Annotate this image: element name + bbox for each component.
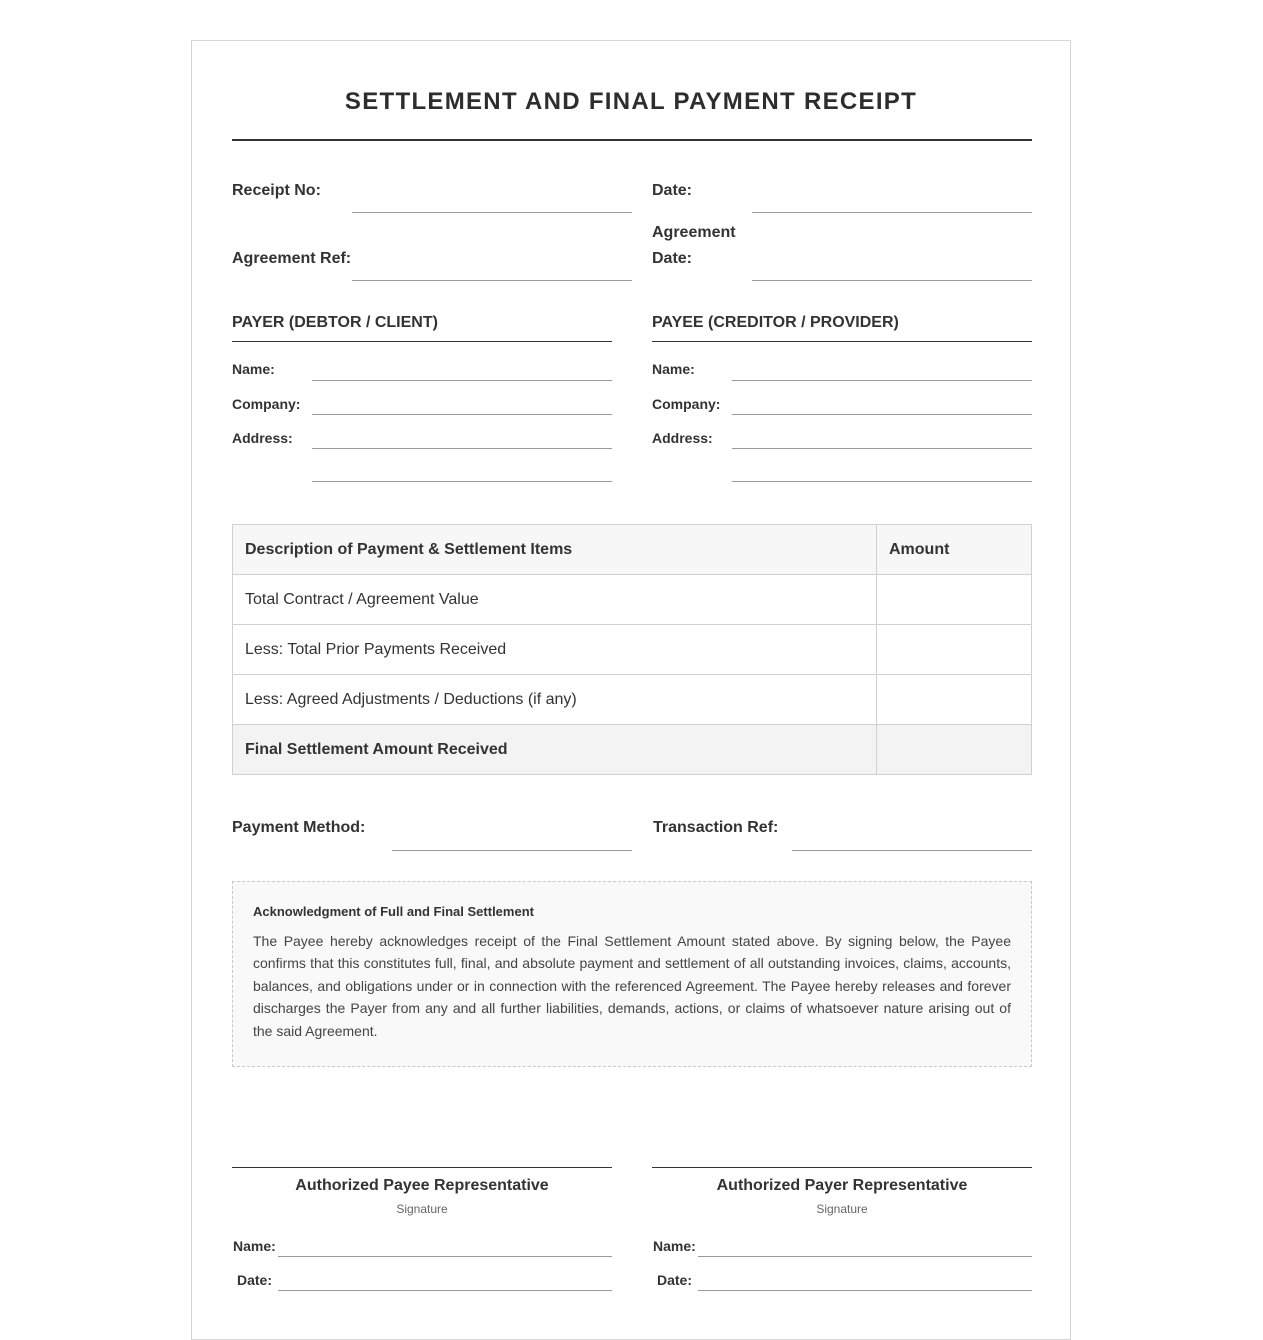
payer-company-field[interactable] <box>312 414 612 415</box>
payer-address-label: Address: <box>232 430 293 446</box>
row-amount-cell[interactable] <box>877 625 1032 675</box>
table-row <box>233 675 1032 725</box>
payment-method-label: Payment Method: <box>232 819 366 836</box>
payer-heading: PAYER (DEBTOR / CLIENT) <box>232 314 438 331</box>
date-field[interactable] <box>752 212 1032 213</box>
payee-company-field[interactable] <box>732 414 1032 415</box>
title-rule <box>232 139 1032 141</box>
payee-signature-line[interactable] <box>232 1167 612 1168</box>
settlement-items-table <box>232 524 1032 775</box>
acknowledgment-title: Acknowledgment of Full and Final Settlement <box>253 904 534 919</box>
payee-address-field-1[interactable] <box>732 448 1032 449</box>
document-title: SETTLEMENT AND FINAL PAYMENT RECEIPT <box>344 88 918 115</box>
row-description: Less: Total Prior Payments Received <box>233 625 877 675</box>
payment-method-field[interactable] <box>392 850 632 851</box>
payer-signature-subtitle: Signature <box>816 1202 868 1216</box>
payer-signature-line[interactable] <box>652 1167 1032 1168</box>
payee-address-label: Address: <box>652 430 713 446</box>
payee-address-field-2[interactable] <box>732 481 1032 482</box>
agreement-date-label-line1: Agreement <box>652 224 736 241</box>
payee-name-label: Name: <box>652 361 695 377</box>
date-label: Date: <box>652 182 693 199</box>
total-row <box>233 725 1032 775</box>
receipt-no-field[interactable] <box>352 212 632 213</box>
payee-sign-date-field[interactable] <box>278 1290 612 1291</box>
payee-company-label: Company: <box>652 396 721 412</box>
payer-sign-name-field[interactable] <box>698 1256 1032 1257</box>
payee-signature-subtitle: Signature <box>396 1202 448 1216</box>
total-description: Final Settlement Amount Received <box>233 725 877 775</box>
table-header-row <box>233 525 1032 575</box>
payer-company-label: Company: <box>232 396 301 412</box>
row-amount-cell[interactable] <box>877 675 1032 725</box>
payer-name-field[interactable] <box>312 380 612 381</box>
payer-sign-name-label: Name: <box>653 1238 696 1254</box>
payer-signature-title: Authorized Payer Representative <box>716 1177 968 1194</box>
row-amount-cell[interactable] <box>877 575 1032 625</box>
agreement-ref-label: Agreement Ref: <box>232 250 352 267</box>
payee-sign-name-label: Name: <box>233 1238 276 1254</box>
payer-address-field-2[interactable] <box>312 481 612 482</box>
payer-sign-date-field[interactable] <box>698 1290 1032 1291</box>
payee-sign-date-label: Date: <box>237 1272 273 1288</box>
acknowledgment-text: The Payee hereby acknowledges receipt of the Final Settlement Amount stated above. By signing below, the Payee confirms that this constitutes full, final, and absolute payment and settlement of all outstanding invoices, claims, accounts, balances, and obligations under or in connection with the referenced Agreement. The Payee hereby releases and forever discharges the Payer from any and all further liabilities, demands, actions, or claims of whatsoever nature arising out of the said Agreement. <box>253 933 1011 1039</box>
payer-name-label: Name: <box>232 361 275 377</box>
payee-heading: PAYEE (CREDITOR / PROVIDER) <box>652 314 899 331</box>
total-amount-cell[interactable] <box>877 725 1032 775</box>
table-row <box>233 575 1032 625</box>
table-row <box>233 625 1032 675</box>
payer-sign-date-label: Date: <box>657 1272 693 1288</box>
agreement-ref-field[interactable] <box>352 280 632 281</box>
row-description: Total Contract / Agreement Value <box>233 575 877 625</box>
receipt-no-label: Receipt No: <box>232 182 321 199</box>
payer-heading-rule <box>232 341 612 342</box>
receipt-sheet <box>191 40 1071 1340</box>
amount-column-header: Amount <box>877 525 1032 575</box>
row-description: Less: Agreed Adjustments / Deductions (if any) <box>233 675 877 725</box>
acknowledgment-box <box>232 881 1032 1067</box>
agreement-date-field[interactable] <box>752 280 1032 281</box>
description-column-header: Description of Payment & Settlement Items <box>233 525 877 575</box>
agreement-date-label-line2: Date: <box>652 250 693 267</box>
payee-heading-rule <box>652 341 1032 342</box>
payee-name-field[interactable] <box>732 380 1032 381</box>
payer-address-field-1[interactable] <box>312 448 612 449</box>
transaction-ref-field[interactable] <box>792 850 1032 851</box>
payee-sign-name-field[interactable] <box>278 1256 612 1257</box>
transaction-ref-label: Transaction Ref: <box>653 819 779 836</box>
payee-signature-title: Authorized Payee Representative <box>295 1177 549 1194</box>
